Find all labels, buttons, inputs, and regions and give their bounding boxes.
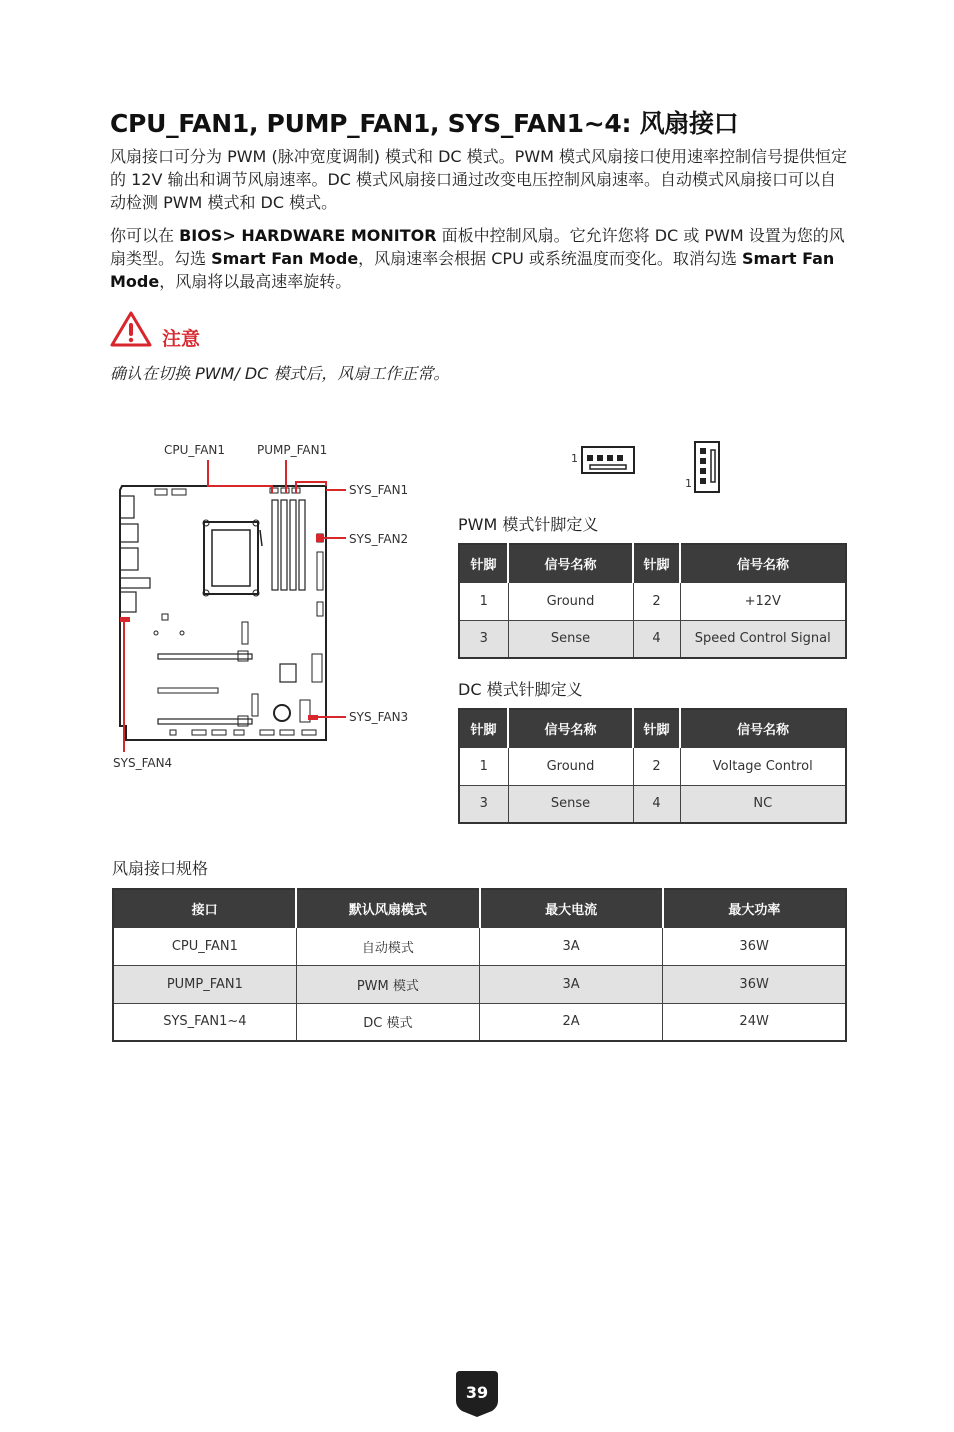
page-number: 39 — [465, 1383, 489, 1402]
bios-text-4: ，风扇将以最高速率旋转。 — [159, 272, 352, 291]
table-header-cell: 信号名称 — [508, 544, 633, 582]
table-row — [113, 1003, 846, 1041]
table-row — [459, 785, 846, 823]
table-cell: PWM 模式 — [296, 965, 479, 1003]
table-cell: +12V — [680, 582, 846, 620]
warning-text: 确认在切换 PWM/ DC 模式后，风扇工作正常。 — [110, 364, 450, 383]
table-cell: 4 — [633, 620, 680, 658]
label-sys-fan2: SYS_FAN2 — [349, 532, 409, 546]
table-cell: 24W — [663, 1003, 846, 1041]
table-cell: 1 — [459, 747, 508, 785]
table-row — [459, 747, 846, 785]
table-cell: 2 — [633, 582, 680, 620]
table-header-cell: 针脚 — [459, 709, 508, 747]
table-row — [459, 620, 846, 658]
table-row — [459, 582, 846, 620]
table-row — [113, 965, 846, 1003]
warning-title: 注意 — [162, 328, 201, 350]
pin1-marker-vertical: 1 — [685, 477, 692, 490]
table-cell: CPU_FAN1 — [113, 927, 296, 965]
label-sys-fan4: SYS_FAN4 — [113, 756, 173, 770]
label-sys-fan1: SYS_FAN1 — [349, 483, 409, 497]
table-cell: 3 — [459, 785, 508, 823]
table-cell: Sense — [508, 785, 633, 823]
fan-spec-table — [112, 888, 847, 1042]
table-cell: NC — [680, 785, 846, 823]
bios-text-3: ，风扇速率会根据 CPU 或系统温度而变化。取消勾选 — [358, 249, 742, 268]
table-cell: 1 — [459, 582, 508, 620]
table-cell: 36W — [663, 927, 846, 965]
dc-pin-table — [458, 708, 847, 824]
spec-table-caption: 风扇接口规格 — [112, 859, 209, 878]
table-cell: DC 模式 — [296, 1003, 479, 1041]
table-cell: Sense — [508, 620, 633, 658]
table-cell: 3 — [459, 620, 508, 658]
bios-text-1: 你可以在 — [110, 226, 180, 245]
table-header-cell: 信号名称 — [680, 709, 846, 747]
table-cell: 2 — [633, 747, 680, 785]
dc-table-caption: DC 模式针脚定义 — [458, 680, 583, 699]
bios-menu-path: BIOS> HARDWARE MONITOR — [179, 226, 437, 245]
intro-paragraph: 风扇接口可分为 PWM (脉冲宽度调制) 模式和 DC 模式。PWM 模式风扇接口使用速率控制信号提供恒定的 12V 输出和调节风扇速率。DC 模式风扇接口通过改变电压控制风扇速率。自动模式风扇接口可以自动检测 PWM 模式和 DC 模式。 — [110, 147, 848, 212]
table-cell: 3A — [480, 965, 663, 1003]
pwm-pin-table — [458, 543, 847, 659]
table-header-cell: 信号名称 — [680, 544, 846, 582]
table-header-row — [459, 709, 846, 747]
warning-icon — [110, 311, 152, 347]
table-header-cell: 默认风扇模式 — [296, 889, 479, 927]
bios-paragraph — [110, 224, 848, 293]
table-cell: 36W — [663, 965, 846, 1003]
table-header-cell: 针脚 — [633, 709, 680, 747]
table-cell: 自动模式 — [296, 927, 479, 965]
table-cell: 4 — [633, 785, 680, 823]
label-pump-fan1: PUMP_FAN1 — [257, 443, 328, 457]
fan-header-horizontal-icon — [580, 445, 636, 477]
table-cell: Ground — [508, 582, 633, 620]
table-header-row — [113, 889, 846, 927]
table-header-cell: 针脚 — [633, 544, 680, 582]
table-cell: Voltage Control — [680, 747, 846, 785]
table-header-row — [459, 544, 846, 582]
smart-fan-mode-term-2: Smart Fan Mode — [110, 249, 835, 291]
table-cell: 3A — [480, 927, 663, 965]
smart-fan-mode-term: Smart Fan Mode — [211, 249, 359, 268]
table-cell: Speed Control Signal — [680, 620, 846, 658]
table-header-cell: 针脚 — [459, 544, 508, 582]
pin1-marker-horizontal: 1 — [571, 452, 578, 465]
table-header-cell: 最大功率 — [663, 889, 846, 927]
table-header-cell: 信号名称 — [508, 709, 633, 747]
table-cell: Ground — [508, 747, 633, 785]
table-cell: 2A — [480, 1003, 663, 1041]
pwm-table-caption: PWM 模式针脚定义 — [458, 515, 599, 534]
fan-header-vertical-icon — [692, 440, 722, 494]
table-header-cell: 最大电流 — [480, 889, 663, 927]
label-sys-fan3: SYS_FAN3 — [349, 710, 409, 724]
page-title: CPU_FAN1, PUMP_FAN1, SYS_FAN1~4: 风扇接口 — [110, 109, 739, 138]
table-cell: PUMP_FAN1 — [113, 965, 296, 1003]
bios-text-2: 面板中控制风扇。它允许您将 DC 或 PWM 设置为您的风扇类型。勾选 — [110, 226, 845, 268]
table-row — [113, 927, 846, 965]
table-cell: SYS_FAN1~4 — [113, 1003, 296, 1041]
table-header-cell: 接口 — [113, 889, 296, 927]
label-cpu-fan1: CPU_FAN1 — [164, 443, 226, 457]
